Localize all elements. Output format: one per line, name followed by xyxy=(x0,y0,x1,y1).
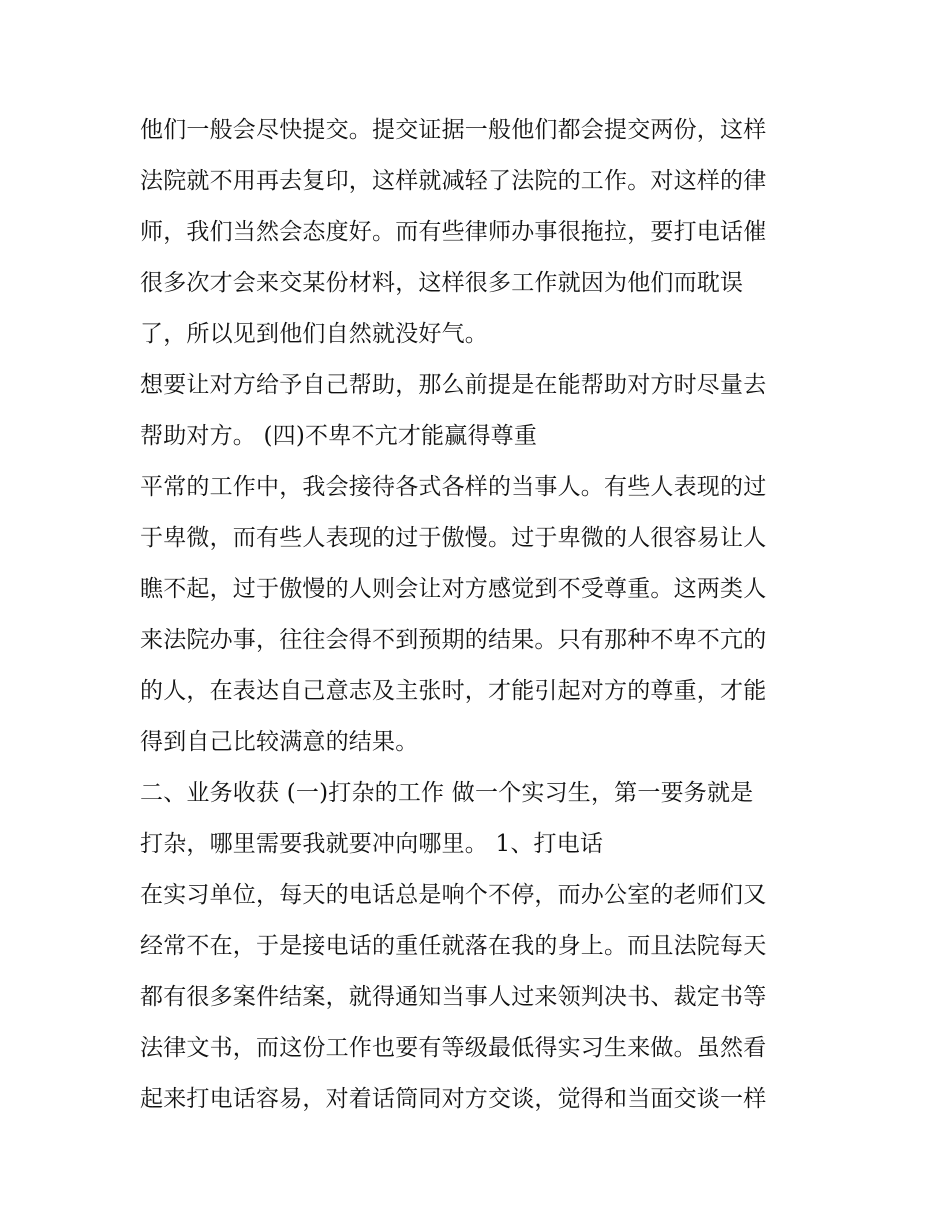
text-line: 都有很多案件结案，就得通知当事人过来领判决书、裁定书等 xyxy=(140,984,767,1010)
text-line: 于卑微，而有些人表现的过于傲慢。过于卑微的人很容易让人 xyxy=(140,525,767,551)
text-line: 了，所以见到他们自然就没好气。 xyxy=(140,321,488,347)
text-line: 瞧不起，过于傲慢的人则会让对方感觉到不受尊重。这两类人 xyxy=(140,576,767,602)
text-line: 的人，在表达自己意志及主张时，才能引起对方的尊重，才能 xyxy=(140,678,767,704)
text-line: 很多次才会来交某份材料，这样很多工作就因为他们而耽误 xyxy=(140,270,744,296)
text-line: 平常的工作中，我会接待各式各样的当事人。有些人表现的过 xyxy=(140,474,767,500)
body-text xyxy=(140,107,820,1127)
text-line: 法律文书，而这份工作也要有等级最低得实习生来做。虽然看 xyxy=(140,1035,767,1061)
text-line: 经常不在，于是接电话的重任就落在我的身上。而且法院每天 xyxy=(140,933,767,959)
text-line: 来法院办事，往往会得不到预期的结果。只有那种不卑不亢的 xyxy=(140,627,767,653)
text-line: 他们一般会尽快提交。提交证据一般他们都会提交两份，这样 xyxy=(140,117,767,143)
text-line: 得到自己比较满意的结果。 xyxy=(140,729,419,755)
text-line: 起来打电话容易，对着话筒同对方交谈，觉得和当面交谈一样 xyxy=(140,1086,767,1112)
text-line: 想要让对方给予自己帮助，那么前提是在能帮助对方时尽量去 xyxy=(140,372,767,398)
text-line: 法院就不用再去复印，这样就减轻了法院的工作。对这样的律 xyxy=(140,168,767,194)
text-line: 在实习单位，每天的电话总是响个不停，而办公室的老师们又 xyxy=(140,882,767,908)
text-line: 打杂，哪里需要我就要冲向哪里。 1、打电话 xyxy=(140,831,604,857)
text-line: 二、业务收获 (一)打杂的工作 做一个实习生，第一要务就是 xyxy=(140,780,754,806)
text-line: 师，我们当然会态度好。而有些律师办事很拖拉，要打电话催 xyxy=(140,219,767,245)
text-line: 帮助对方。 (四)不卑不亢才能赢得尊重 xyxy=(140,423,538,449)
